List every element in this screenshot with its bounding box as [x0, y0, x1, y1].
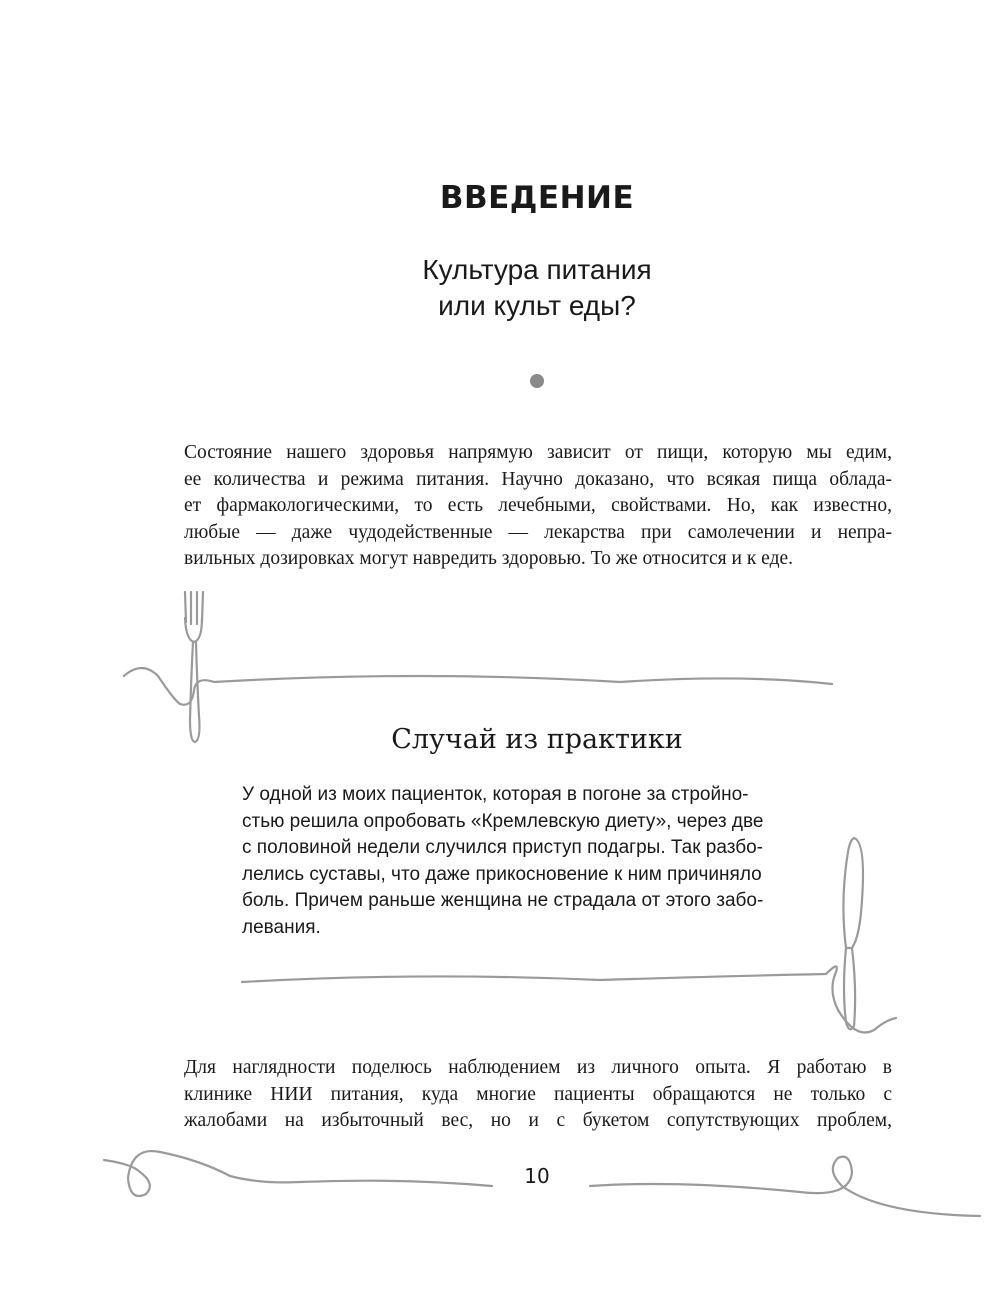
case-text [242, 782, 832, 941]
swirl-left [104, 1151, 492, 1196]
swirl-right [590, 1157, 980, 1216]
subtitle-line: Культура питания [422, 254, 652, 285]
text-line: ее количества и режима питания. Научно доказано, что всякая пища облада- [184, 468, 892, 490]
chapter-title: ВВЕДЕНИЕ [439, 180, 635, 216]
text-line: стью решила опробовать «Кремлевскую диету», через две [242, 810, 764, 832]
text-line: жалобами на избыточный вес, но и с букетом сопутствующих проблем, [184, 1110, 892, 1131]
text-line: боль. Причем раньше женщина не страдала от этого забо- [242, 890, 764, 911]
fork-icon [124, 592, 832, 742]
text-line: У одной из моих пациенток, которая в погоне за стройно- [242, 784, 749, 805]
subtitle-line: или культ еды? [438, 290, 636, 321]
page-number: 10 [524, 1164, 550, 1188]
text-line: Для наглядности поделюсь наблюдением из личного опыта. Я работаю в [184, 1057, 892, 1078]
text-line: любые — даже чудодейственные — лекарства при самолечении и непра- [184, 521, 892, 543]
text-line: ет фармакологическими, то есть лечебными, свойствами. Но, как известно, [184, 495, 892, 516]
text-line: Состояние нашего здоровья напрямую зависит от пищи, которую мы едим, [184, 442, 892, 463]
text-line: левания. [242, 916, 321, 938]
text-line: клинике НИИ питания, куда многие пациенты обращаются не только с [184, 1083, 892, 1105]
bottom-paragraph [184, 1055, 892, 1135]
text-line: вильных дозировках могут навредить здоровью. То же относится и к еде. [184, 548, 794, 569]
text-line: лелись суставы, что даже прикосновение к ним причиняло [242, 863, 762, 885]
text-line: с половиной недели случился приступ подагры. Так разбо- [242, 837, 763, 858]
case-title: Случай из практики [391, 724, 683, 755]
